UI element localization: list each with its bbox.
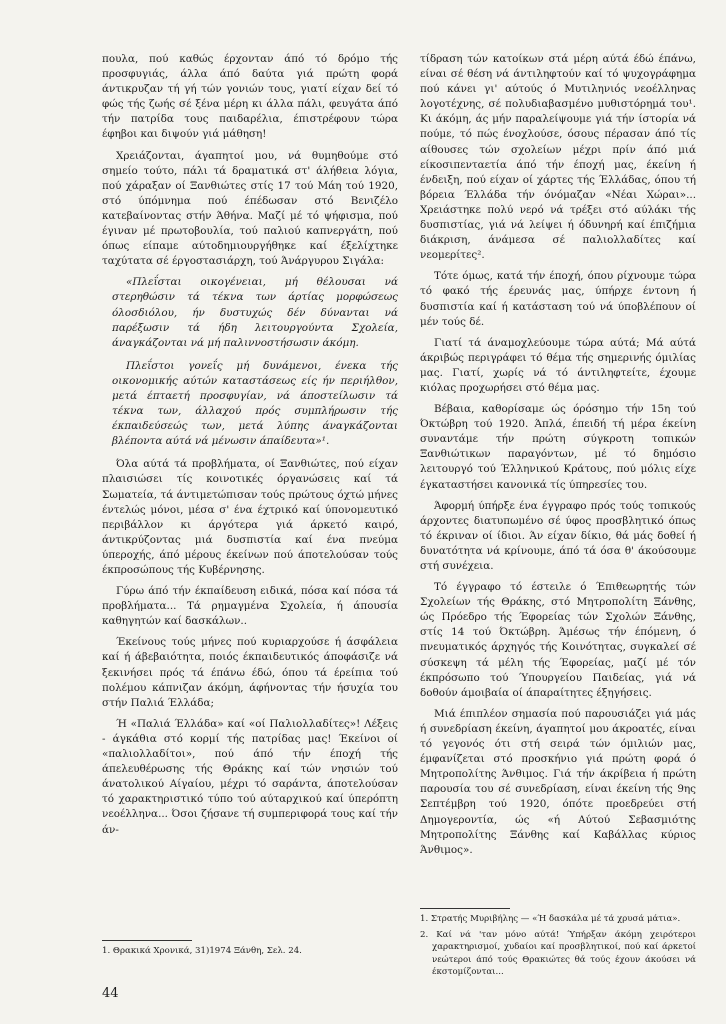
paragraph: Έκείνους τούς μήνες πού κυριαρχούσε ή άσφάλεια καί ή άβεβαιότητα, ποιός έκπαιδευτικός άποφάσιζε νά ξεκινήσει πρός τά έπάνω έδώ, όπου τά έρείπια τού πολέμου κάπνιζαν άκόμη, άφήνοντας τήν ήσυχία του στήν Παλιά Έλλάδα; xyxy=(102,636,398,709)
right-footnotes xyxy=(420,904,696,982)
paragraph: Ή «Παλιά Έλλάδα» καί «οί Παλιολλαδίτες»! Λέξεις - άγκάθια στό κορμί τής πατρίδας μας! Έκείνοι οί «παλιολλαδίτοι», πού άπό τήν έποχή τής άπελευθέρωσης τής Θράκης καί τών νησιών τού άνατολικού Αίγαίου, μέχρι τό σαράντα, άποτελούσαν τό χαρακτηριστικό τύπο τού αύταρχικού καί ύπερόπτη νεοέλληνα... Όσοι ζήσανε τή συμπεριφορά τους καί τήν άν- xyxy=(102,717,398,836)
footnote: 1. Θρακικά Χρονικά, 31)1974 Ξάνθη, Σελ. 24. xyxy=(102,946,302,956)
left-column xyxy=(102,52,398,844)
paragraph: Όλα αύτά τά προβλήματα, οί Ξανθιώτες, πού είχαν πλαισιώσει τίς κοινοτικές όργανώσεις καί τά Σωματεία, τά άντιμετώπισαν τούς πρώτους όχτώ μήνες έντελώς μόνοι, μέσα σ' ένα έχτρικό καί ύπονομευτικό περιβάλλον κι άργότερα γιά άρκετό καιρό, άντικρύζοντας μιά δυσπιστία καί ένα πνεύμα ύπεροχής, άπό μέρους έκείνων πού άποτελούσαν τούς έκπροσώπους τής Κυβέρνησης. xyxy=(102,458,398,576)
page-number: 44 xyxy=(102,986,119,1001)
footnote-divider xyxy=(102,940,192,941)
right-column xyxy=(420,52,696,864)
paragraph: πουλα, πού καθώς έρχονταν άπό τό δρόμο τής προσφυγιάς, άλλα άπό δαύτα γιά πρώτη φορά άντικρυζαν τή γή τών γονιών τους, γιατί είχαν δεί τό φώς τής ζωής σέ ξένα μέρη κι άλλα πάλι, φευγάτα άπό τήν πατρίδα τους παιδαρέλια, έπιστρέφουν τώρα έφηβοι και διψούν γιά μάθηση! xyxy=(102,53,398,141)
left-footnotes xyxy=(102,936,398,961)
paragraph: Χρειάζονται, άγαπητοί μου, νά θυμηθούμε στό σημείο τούτο, πάλι τά δραματικά στ' άλήθεια λόγια, πού χάραξαν οί Ξανθιώτες στίς 17 τού Μάη τού 1920, στό ύπόμνημα πού έπέδωσαν στό Βενιζέλο κατεβαίνοντας στήν Άθήνα. Μαζί μέ τό ψήφισμα, πού έγιναν μέ πρωτοβουλία, τού παλιού καπνεργάτη, πού όπως είπαμε αύτοδημιουργήθηκε καί έξελίχτηκε ταχύτατα σέ έργοστασιάρχη, τού Άνάργυρου Σιγάλα: xyxy=(102,149,398,268)
footnote: 1. Στρατής Μυριβήλης — «Ή δασκάλα μέ τά χρυσά μάτια». xyxy=(420,914,681,924)
paragraph: Βέβαια, καθορίσαμε ώς όρόσημο τήν 15η τού Όκτώβρη τού 1920. Άπλά, έπειδή τή μέρα έκείνη συναντάμε τήν πρώτη σύγκροτη τοπικών Ξανθιώτικων παραγόντων, μέ τό δημόσιο λειτουργό τού Έλληνικού Κράτους, πού μόλις είχε έγκαταστήσει κανονικά τίς ύπηρεσίες του. xyxy=(420,403,696,491)
paragraph: Μιά έπιπλέον σημασία πού παρουσιάζει γιά μάς ή συνεδρίαση έκείνη, άγαπητοί μου άκροατές, είναι τό γεγονός ότι στή σειρά τών όμιλιών μας, έμφανίζεται στό προσκήνιο γιά πρώτη φορά ό Μητροπολίτης Άνθιμος. Γιά τήν άκρίβεια ή πρώτη παρουσία του σέ συνεδρίαση, είναι έκείνη τής 9ης Σεπτέμβρη τού 1920, όπότε προεδρεύει στή Δημογεροντία, ώς «ή Αύτού Σεβασμιότης Μητροπολίτης Ξάνθης καί Καβάλλας κύριος Άνθιμος». xyxy=(420,707,696,856)
paragraph: Τότε όμως, κατά τήν έποχή, όπου ρίχνουμε τώρα τό φακό τής έρευνάς μας, ύπήρχε έντονη ή δυσπιστία καί ή κατάσταση τού νά ύποβλέπουν οί μέν τούς δέ. xyxy=(420,270,696,328)
footnote-divider xyxy=(420,908,510,909)
paragraph: Άφορμή ύπήρξε ένα έγγραφο πρός τούς τοπικούς άρχοντες διατυπωμένο σέ ύφος προσβλητικό όπως τό έκριναν οί ίδιοι. Άν είχαν δίκιο, θά μάς δοθεί ή δυνατότητα νά κρίνουμε, άπό τά όσα θ' άκούσουμε στή συνέχεια. xyxy=(420,499,696,572)
quote-paragraph: Πλεΐστοι γονεΐς μή δυνάμενοι, ένεκα τής οικονομικής αύτών καταστάσεως είς ήν περιήλθον, μετά έπταετή προσφυγίαν, νά άποστείλωσιν τά τέκνα των, άλλαχού πρός συμπλήρωσιν τής έκπαιδεύσεώς των, μετά λύπης άναγκάζονται βλέποντα αύτά νά μένωσιν άπαίδευτα»¹. xyxy=(112,359,398,448)
quote-paragraph: «Πλεΐσται οικογένειαι, μή θέλουσαι νά στερηθώσιν τά τέκνα των άρτίας μορφώσεως όλοσδιόλου, ήν δυστυχώς δέν δύνανται νά παρέξωσιν τά ήδη λειτουργούντα Σχολεία, άναγκάζονται νά μή παλιννοστήσωσιν άκόμη. xyxy=(112,276,398,349)
paragraph: Γιατί τά άναμοχλεύουμε τώρα αύτά; Μά αύτά άκριβώς περιγράφει τό θέμα τής σημερινής όμιλίας μας. Γιατί, χωρίς νά τό άντιληφτείτε, έχουμε κιόλας προχωρήσει στό θέμα μας. xyxy=(420,336,696,394)
footnote: 2. Καί νά 'ταν μόνο αύτά! Ύπήρξαν άκόμη χειρότεροι χαρακτηρισμοί, χυδαίοι καί προσβλητικοί, πού καί άρκετοί νεώτεροι άπό τούς Θρακιώτες θά τούς έχουν άκούσει νά έκστομίζονται... xyxy=(420,929,696,977)
paragraph: Τό έγγραφο τό έστειλε ό Έπιθεωρητής τών Σχολείων τής Θράκης, στό Μητροπολίτη Ξάνθης, ώς Πρόεδρο τής Έφορείας τών Σχολών Ξάνθης, στίς 14 τού Όκτώβρη. Άμέσως τήν έπόμενη, ό πνευματικός άρχηγός τής Κοινότητας, συγκαλεί σέ σύσκεψη τά μέλη τής Έφορείας, μαζί μέ τόν έκπρόσωπο τού Ύπουργείου Παιδείας, γιά νά δοθούν άμοιβαία οί άπαραίτητες έξηγήσεις. xyxy=(420,581,696,699)
paragraph: Γύρω άπό τήν έκπαίδευση ειδικά, πόσα καί πόσα τά προβλήματα... Τά ρημαγμένα Σχολεία, ή άπουσία καθηγητών καί δασκάλων.. xyxy=(102,585,398,628)
paragraph: τίδραση τών κατοίκων στά μέρη αύτά έδώ έπάνω, είναι σέ θέση νά άντιληφτούν καί τό ψυχογράφημα πού κάνει γι' αύτούς ό Μυτιληνιός νεοέλληνας λογοτέχνης, σέ πολυδιαβασμένο μυθιστόρημά του¹. Κι άκόμη, άς μήν παραλείψουμε γιά τήν ίστορία νά πούμε, τό πώς ένοχλούσε, όσους πέρασαν άπό τίς αίθουσες τών σχολείων μέχρι πρίν άπό μιά είκοσιπενταετία άπό τήν έποχή μας, έκείνη ή ένδειξη, πού είχαν οί χάρτες τής Έλλάδας, όπου τή βόρεια Έλλάδα τήν όνόμαζαν «Νέαι Χώραι»... Χρειάστηκε πολύ νερό νά τρέξει στό αύλάκι τής δυσπιστίας, γιά νά λείψει ή όδυνηρή καί έπιζήμια διάκριση, άνάμεσα σέ παλιολλαδίτες καί νεομερίτες². xyxy=(420,53,696,262)
